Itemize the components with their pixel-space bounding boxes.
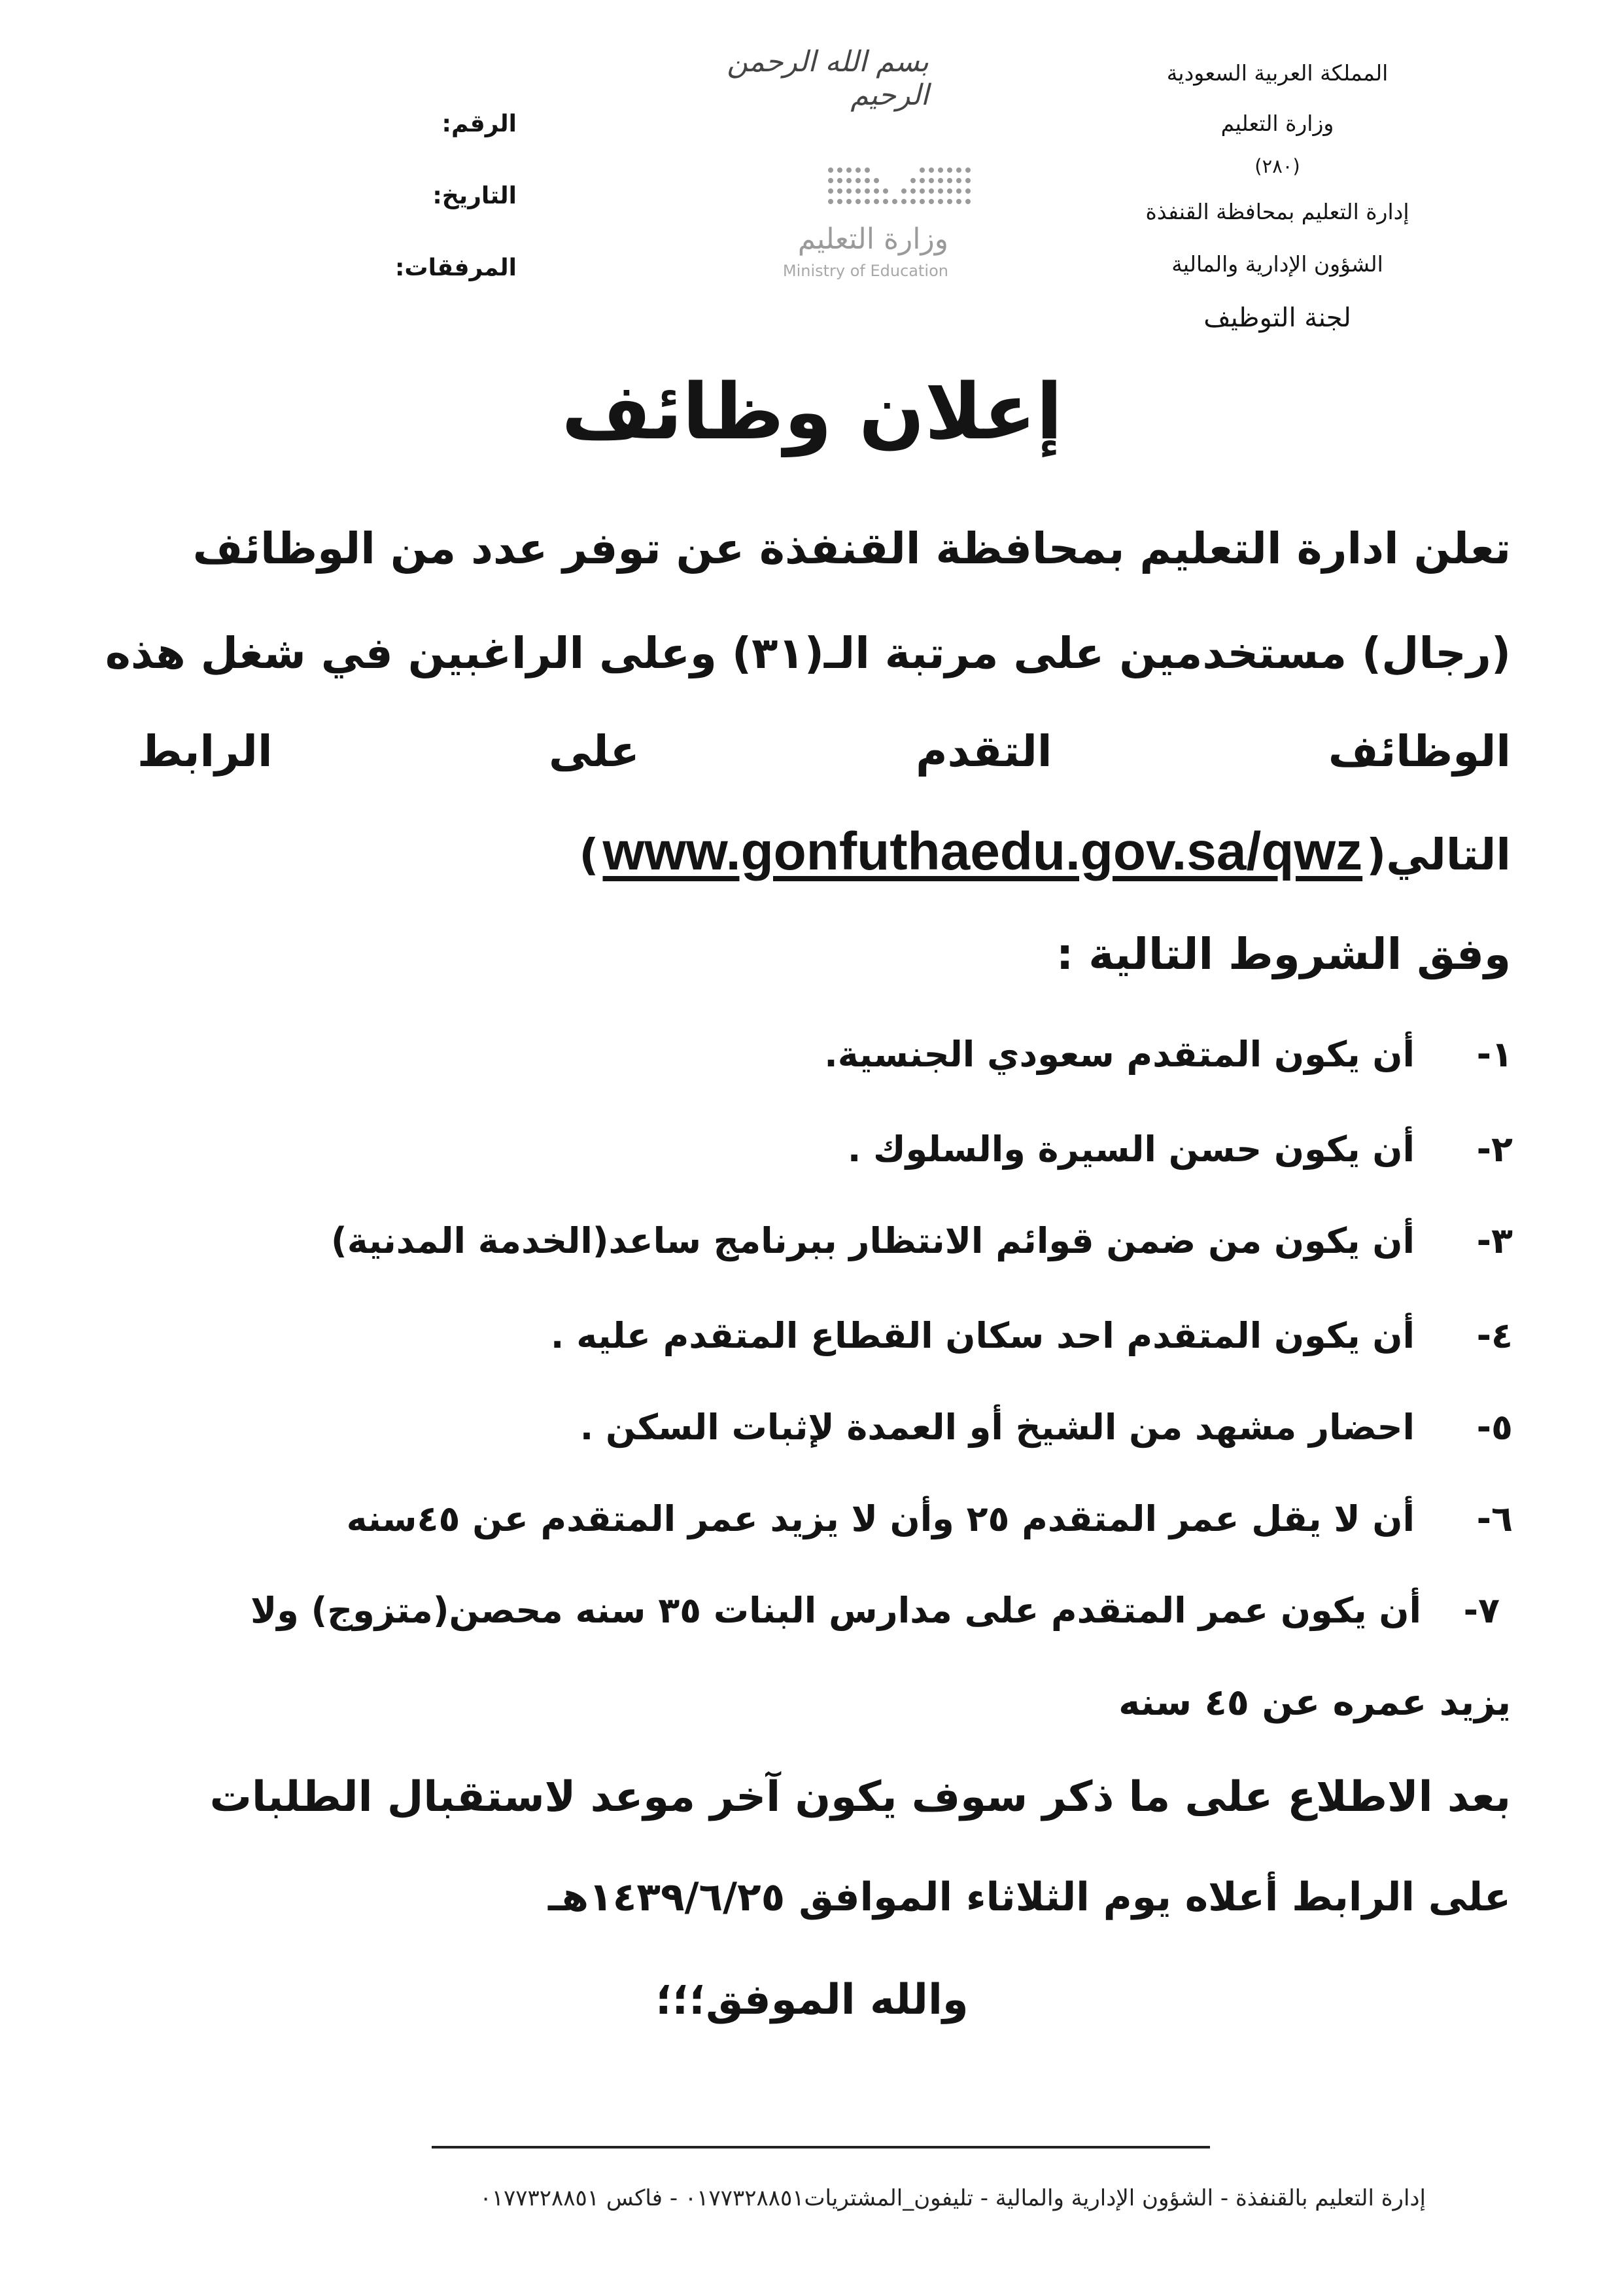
condition-number: ٤- [1476, 1315, 1513, 1356]
conditions-intro: وفق الشروط التالية : [1056, 929, 1511, 979]
ministry-of-education-dots-logo-icon [824, 164, 975, 216]
body-line-4-suffix: ) [579, 830, 599, 880]
condition-text: أن يكون المتقدم سعودي الجنسية. [824, 1034, 1415, 1075]
condition-text: احضار مشهد من الشيخ أو العمدة لإثبات السكن . [579, 1407, 1415, 1448]
ministry-logo [752, 157, 1001, 288]
footer-contact: إدارة التعليم بالقنفذة - الشؤون الإدارية والمالية - تليفون_المشتريات٠١٧٧٣٢٨٨٥١ - فاكس ٠١٧٧٣٢٨٨٥١ [479, 2185, 1426, 2211]
reference-date-label: التاريخ: [432, 183, 517, 209]
condition-text: أن يكون المتقدم احد سكان القطاع المتقدم عليه . [550, 1315, 1415, 1356]
org-line-committee: لجنة التوظيف [1203, 303, 1351, 333]
organization-header [1107, 46, 1447, 345]
reference-fields [395, 105, 517, 321]
body-line-3 [137, 726, 1511, 777]
org-line-ministry: وزارة التعليم [1220, 111, 1334, 136]
condition-item [107, 1315, 1513, 1356]
footer-divider [432, 2146, 1210, 2148]
condition-item [107, 1034, 1513, 1075]
condition-item [107, 1129, 1513, 1170]
condition-item [107, 1498, 1513, 1539]
reference-number-label: الرقم: [441, 111, 517, 137]
org-line-code: (٢٨٠) [1254, 155, 1300, 177]
body-line-2: (رجال) مستخدمين على مرتبة الـ(٣١) وعلى الراغبين في شغل هذه [105, 628, 1511, 678]
condition-item [107, 1407, 1513, 1448]
org-line-department: الشؤون الإدارية والمالية [1171, 251, 1383, 277]
condition-number: ٣- [1476, 1220, 1513, 1261]
body-word: الرابط [137, 726, 273, 777]
condition-number: ٥- [1476, 1407, 1513, 1448]
org-line-directorate: إدارة التعليم بمحافظة القنفذة [1145, 199, 1409, 224]
condition-7-continuation: يزيد عمره عن ٤٥ سنه [1118, 1681, 1511, 1724]
condition-text: أن يكون عمر المتقدم على مدارس البنات ٣٥ سنه محصن(متزوج) ولا [251, 1590, 1421, 1631]
condition-item [94, 1590, 1500, 1631]
condition-text: أن يكون من ضمن قوائم الانتظار ببرنامج ساعد(الخدمة المدنية) [331, 1220, 1415, 1261]
condition-number: ٧- [1463, 1590, 1500, 1631]
org-line-kingdom: المملكة العربية السعودية [1166, 60, 1389, 86]
body-word: الوظائف [1328, 726, 1511, 777]
condition-number: ١- [1476, 1034, 1513, 1075]
basmala: بسم الله الرحمن الرحيم [727, 45, 929, 112]
condition-text: أن يكون حسن السيرة والسلوك . [847, 1129, 1415, 1170]
body-line-1: تعلن ادارة التعليم بمحافظة القنفذة عن توفر عدد من الوظائف [192, 523, 1511, 574]
logo-arabic-text: وزارة التعليم [797, 222, 948, 256]
condition-number: ٦- [1476, 1498, 1513, 1539]
reference-attachments-label: المرفقات: [395, 254, 517, 281]
body-word: على [548, 726, 640, 777]
closing-phrase: والله الموفق؛؛؛ [655, 1976, 969, 2024]
condition-number: ٢- [1476, 1129, 1513, 1170]
condition-text: أن لا يقل عمر المتقدم ٢٥ وأن لا يزيد عمر المتقدم عن ٤٥سنه [346, 1498, 1415, 1539]
announcement-title: إعلان وظائف [561, 366, 1063, 457]
application-url-link[interactable]: www.gonfuthaedu.gov.sa/qwz [602, 822, 1363, 881]
body-line-4-prefix: التالي( [1366, 830, 1511, 880]
deadline-line-1: بعد الاطلاع على ما ذكر سوف يكون آخر موعد لاستقبال الطلبات [209, 1773, 1511, 1821]
condition-item [107, 1220, 1513, 1261]
body-word: التقدم [916, 726, 1052, 777]
logo-english-text: Ministry of Education [782, 262, 948, 280]
body-line-4 [137, 821, 1511, 883]
deadline-line-2: على الرابط أعلاه يوم الثلاثاء الموافق ١٤٣٩/٦/٢٥هـ [548, 1874, 1511, 1920]
